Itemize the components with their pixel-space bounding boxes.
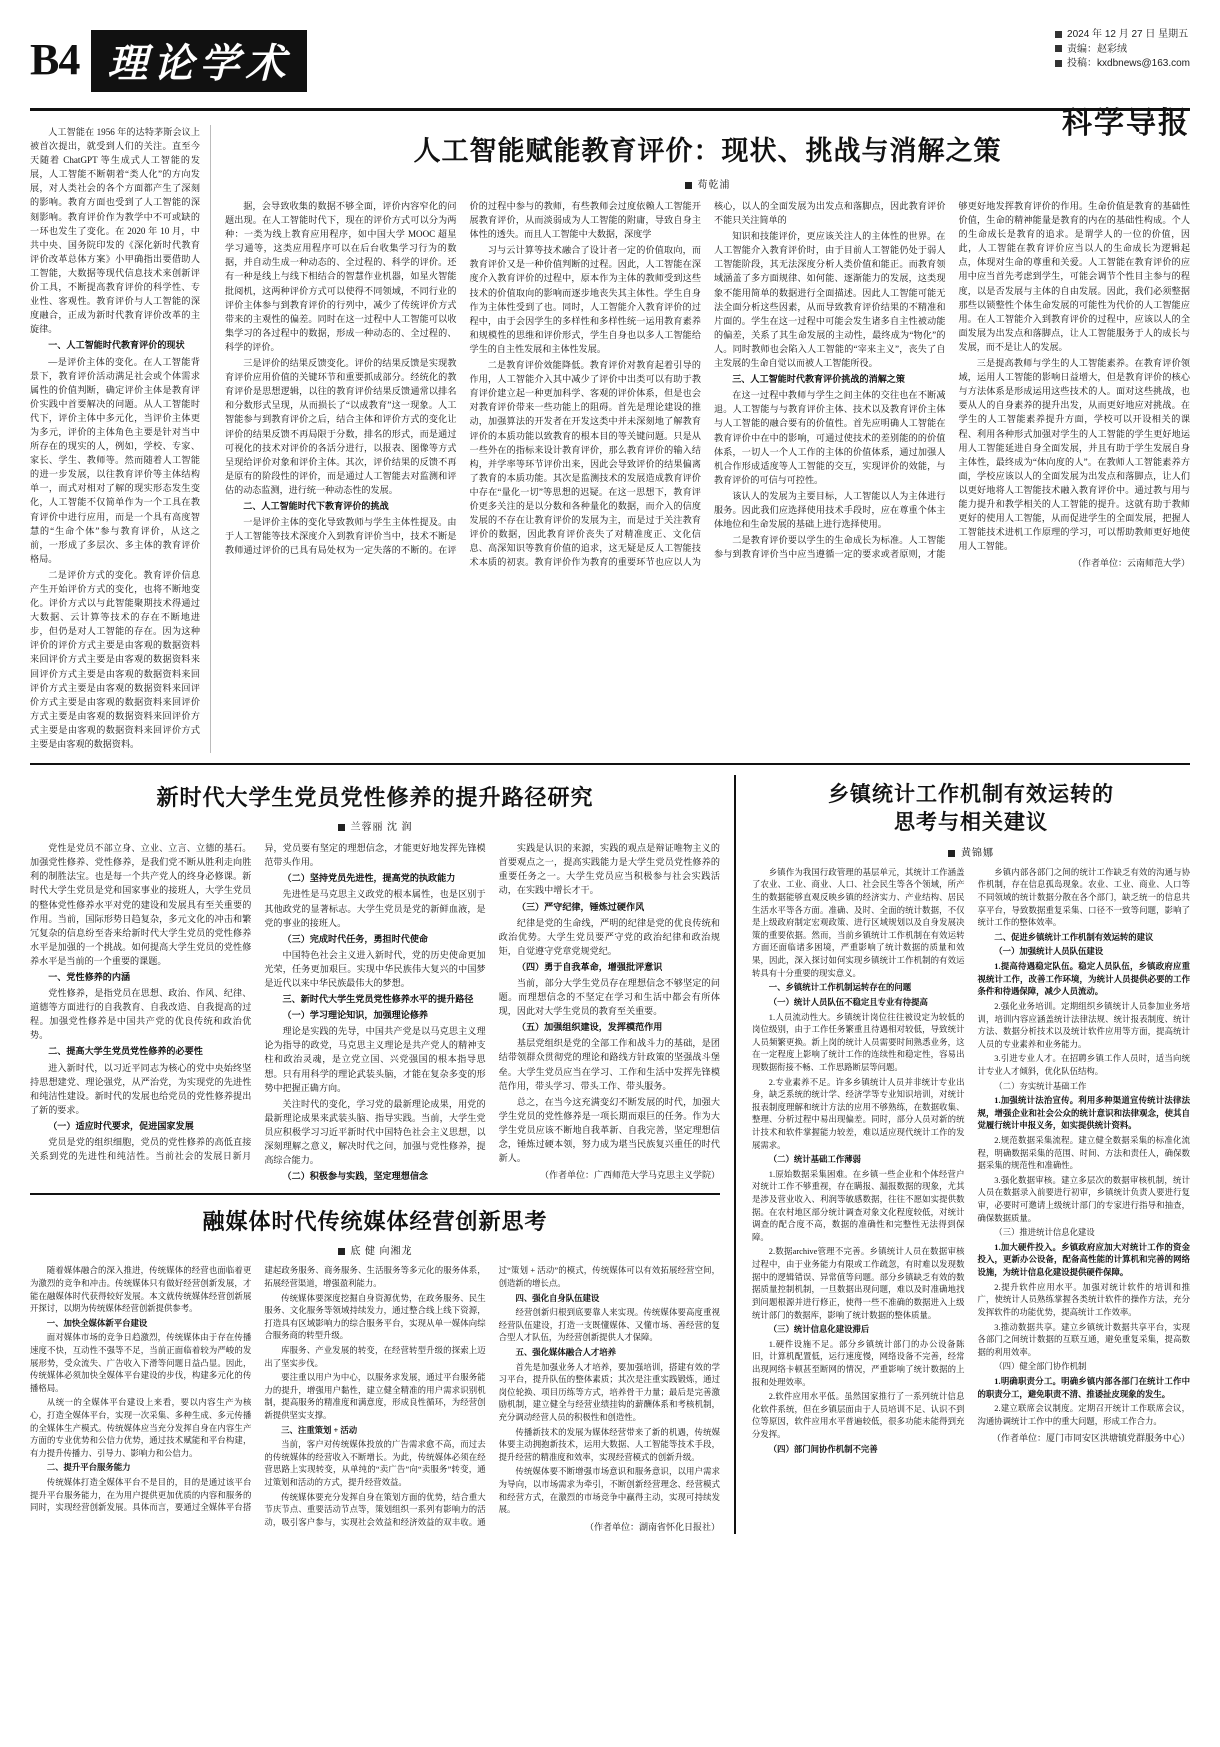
paragraph: 传统媒体要不断增强市场意识和服务意识，以用户需求为导向，以市场需求为牵引，不断创新经营理念、经营模式和经营方式，在激烈的市场竞争中赢得主动，实现可持续发展。 bbox=[498, 1467, 720, 1515]
article4-headline: 融媒体时代传统媒体经营创新思考 bbox=[202, 1209, 548, 1235]
paragraph: 实践是认识的来源，实践的观点是辩证唯物主义的首要观点之一，提高实践能力是大学生党员党性修养的重要任务之一。大学生党员应当积极参与社会实践活动，在实践中增长才干。 bbox=[498, 843, 720, 896]
subheading: （一）学习理论知识，加强理论修养 bbox=[282, 1010, 429, 1021]
article4-byline: 底 健 向湘龙 bbox=[30, 1242, 720, 1257]
article3-byline: 黄锦娜 bbox=[752, 844, 1190, 859]
paragraph: （三）推进统计信息化建设 bbox=[994, 1228, 1095, 1238]
issue-submission: 投稿：kxdbnews@163.com bbox=[1055, 57, 1190, 72]
paragraph: 2.数据archive管理不完善。乡镇统计人员在数据审核过程中，由于业务能力有限或工作疏忽，有时难以发现数据中的逻辑错误、异常值等问题。部分乡镇缺乏有效的数据质量控制机制，一旦数据出现问题，难以及时准确地找到问题根源并进行修正，使得一些不准确的数据进入上级统计部门的数据库，影响了统计数据的整体质量。 bbox=[752, 1247, 965, 1320]
paragraph: 先进性是马克思主义政党的根本属性，也是区别于其他政党的显著标志。大学生党员是党的新鲜血液，是党的事业的接班人。 bbox=[264, 889, 486, 928]
paragraph: 库服务、产业发展的转变，在经营转型升级的探索上迈出了坚实步伐。 bbox=[264, 1345, 486, 1368]
paragraph: 习与云计算等技术融合了设计者一定的价值取向，而教育评价又是一种价值判断的过程。因此，人工智能在深度介入教育评价的过程中，原本作为主体的教师受到这些技术的价值取向的影响而逐步地丧失其主体性。学生自身作为主体性受到了也。同时，人工智能介入教育评价的过程中，由于会因学生的多样性和多样性统一运用教育素养和规模性的思维和评价形式，学生自身也以多人工智能给学生的自主性发展和主体性发展。 bbox=[469, 245, 701, 354]
paragraph: 3.强化数据审核。建立多层次的数据审核机制，统计人员在数据录入前要进行初审，乡镇统计负责人要进行复审，必要时可邀请上级统计部门的专家进行指导和抽查，确保数据质量。 bbox=[977, 1175, 1190, 1223]
subheading: 1.加大硬件投入。乡镇政府应加大对统计工作的资金投入，更新办公设备，配备高性能的计算机和完善的网络设施，为统计信息化建设提供硬件保障。 bbox=[977, 1242, 1190, 1278]
paragraph: （四）健全部门协作机制 bbox=[994, 1362, 1087, 1372]
article1-headline: 人工智能赋能教育评价：现状、挑战与消解之策 bbox=[413, 136, 1002, 166]
paragraph: 党性修养，是指党员在思想、政治、作风、纪律、道德等方面进行的自我教育、自我改造、自我提高的过程。加强党性修养是中国共产党的优良传统和政治优势。 bbox=[30, 988, 252, 1041]
paragraph: 三是提高教师与学生的人工智能素养。在教育评价领域，运用人工智能的影响日益增大，但是教育评价的核心与方法体系是形成运用这些技术的人。面对这些挑战，也要从人的自身素养的提升出发，从而更好地应对挑战。在学生的人工智能素养提升方面，学校可以开设相关的课程、利用各种形式加强对学生的人工智能的学生更好地运用人工智能延进自身全面发展，并且有助于学生发展自身主体性，最终成为“体向度的人”。在教师人工智能素养方面，学校应该以人的全面发展为出发点和落脚点，让人们以更好地将人工智能技术融入教育评价中。通过教与用与能力提升和教学相关的人工智能的提升。这就有助于教师更好的使用人工智能，从而促进学生的全面发展，把握人工智能技术进机工作原理的学习，可以帮助教师更好地使用人工智能。 bbox=[958, 358, 1190, 552]
paragraph: 当前，部分大学生党员存在理想信念不够坚定的问题。而理想信念的不坚定在学习和生活中都会有所体现，因此对大学生党员的教育至关重要。 bbox=[498, 977, 720, 1017]
paragraph: 二是教育评价效能降低。教育评价对教育起着引导的作用，人工智能介入其中减少了评价中出类可以有助于教育评价建立起一种更加科学、客观的评价体系，但是也会对教育评价带来一些功能上的阻碍。首先是理论建设的推动，加强算法的开发者在开发这类中并未深刻地了解教育评价的本质功能以致教育的根本目的等关键问题。只是从一些外在的指标来设计教育评价，那么教育评价的输入结构，并学率等环节评价出来，因此会导致评价的结果偏离了教育的本质功能。其次是监测技术的发展造成教育评价中存在“量化一切”等思想的迟疑。在这一思想下，教育评价更多关注的是以分数和各种量化的数据，而介入的信度发展的不存在让教育评价的发展为主，而是过于关注教育评价的数据，因此教育评价丧失了对精准度正、文化信息、高深知识等教育价值的追求，这无疑是反人工智能技术本质的初衷。教育评价作为教育的重要环节也应以人为核心，以人的全面发展为出发点和落脚点，因此教育评价不能只关注简单的 bbox=[469, 201, 946, 568]
subheading: 一、人工智能时代教育评价的现状 bbox=[48, 340, 185, 351]
paragraph: 在这一过程中教师与学生之间主体的交往也在不断减退。人工智能与与教育评价主体、技术以及教育评价主体与人工智能的融合要有的价值性。首先应明确人工智能在教育评价中在中的影响，可通过使技术的差别能的的价值体系，一切人一个人工作的主体的价值体系，通过加强人机合作形成适度等人工智能的交互，实现评价的效能，与教育评价的可信与可控性。 bbox=[714, 390, 946, 485]
paragraph: 中国特色社会主义进入新时代，党的历史使命更加光荣，任务更加艰巨。实现中华民族伟大复兴的中国梦是近代以来中华民族最伟大的梦想。 bbox=[264, 949, 486, 988]
subheading: 二、促进乡镇统计工作机制有效运转的建议 bbox=[994, 932, 1154, 942]
subheading: （五）加强组织建设，发挥模范作用 bbox=[516, 1022, 663, 1033]
masthead bbox=[30, 22, 1190, 140]
article2-byline: 兰蓉丽 沈 润 bbox=[30, 818, 720, 833]
paragraph: 二是教育评价要以学生的生命成长为标准。人工智能参与到教育评价当中应当遵循一定的要求或者原则，才能够更好地发挥教育评价的作用。生命价值是教育的基础性价值，生命的精神能量是教育的内在的基础性构成。个人的生命成长是教育的追求。是谓学人的一位的价值，因此，人工智能在教育评价应当以人的生命成长为逻辑起点，体现对生命的尊重和关爱。人工智能在教育评价的应用中应当首先考虑到学生，可能会调节个性目主参与的程度，以是否发展与主体的自由发展。因此，我们必须整据那些以锁整性个体生命发展的可能性为代价的人工智能应用。在人工智能介入到教育评价的过程中，应该以人的全面发展为出发点和落脚点，让人工智能服务于人的成长与发展，而不是让人的发展。 bbox=[714, 201, 1190, 560]
article3-headline-line1: 乡镇统计工作机制有效运转的 bbox=[828, 783, 1114, 807]
paragraph: 2.规范数据采集流程。建立健全数据采集的标准化流程，明确数据采集的范围、时间、方法和责任人，确保数据采集的规范性和准确性。 bbox=[977, 1136, 1190, 1171]
paragraph: 2.建立联席会议制度。定期召开统计工作联席会议，沟通协调统计工作中的重大问题，形成工作合力。 bbox=[977, 1404, 1190, 1426]
subheading: 三、注重策划 + 活动 bbox=[281, 1425, 358, 1435]
paragraph: 关注时代的变化，学习党的最新理论成果，用党的最新理论成果来武装头脑、指导实践。当前，大学生党员应积极学习习近平新时代中国特色社会主义思想，以深刻理解之意义，解决时代之问，加强与党性修养，提高综合能力。 bbox=[264, 1098, 486, 1166]
subheading: 二、人工智能时代下教育评价的挑战 bbox=[243, 500, 389, 511]
article-township-statistics bbox=[752, 775, 1190, 1534]
paragraph: 乡镇作为我国行政管理的基层单元，其统计工作涵盖了农业、工业、商业、人口、社会民生等各个领域，所产生的数据能够直观反映乡镇的经济实力、产业结构、居民生活水平等各方面。准确、及时、全面的统计数据，不仅是上级政府制定宏观政策、进行区域规划以及自身发展决策的重要依据。然而，当前乡镇统计工作机制在有效运转方面还面临诸多困境，严重影响了统计数据的质量和效果，因此，深入探讨如何实现乡镇统计工作机制的有效运转具有十分重要的现实意义。 bbox=[752, 867, 965, 978]
paragraph: （二）夯实统计基础工作 bbox=[994, 1081, 1087, 1091]
paragraph: 面对媒体市场的竞争日趋激烈，传统媒体由于存在传播速度不快，互动性不强等不足，当前正面临着较为严峻的发展形势，受众流失、广告收入下滑等问题日益凸显。因此，传统媒体必须加快全媒体平台建设的步伐，构建多元化的传播格局。 bbox=[30, 1333, 252, 1393]
divider-rule bbox=[30, 1193, 720, 1195]
paragraph: 知识和技能评价，更应该关注人的主体性的世界。在人工智能介入教育评价时，由于目前人工智能仍处于弱人工智能阶段，其无法深度分析人类价值和能正。而教育领域涵盖了多方面规律、如何能、逐渐能力的发展，这类现象不能用简单的数据进行全面描述。因此人工智能可能无法全面分析这些因素，从而导致教育评价结果的不精准和片面的。学生在这一过程中可能会发生诸多自主性被动能的偏差，关系了其生命发展的主动性，最终成为“物化”的人。同时教师也会陷入人工智能的“宰来主义”，丧失了自主发展的生命自觉以而被人工智能所役。 bbox=[714, 231, 946, 369]
paragraph: 传播新技术的发展为媒体经营带来了新的机遇，传统媒体要主动拥抱新技术，运用大数据、人工智能等技术手段，提升经营的精准度和效率，实现经营模式的创新升级。 bbox=[498, 1427, 720, 1462]
subheading: （四）勇于自我革命，增强批评意识 bbox=[516, 961, 663, 972]
paragraph: 基层党组织是党的全部工作和战斗力的基础，是团结带领群众贯彻党的理论和路线方针政策的坚强战斗堡垒。大学生党员应当在学习、工作和生活中发挥先锋模范作用，带头学习、带头工作、带头服务。 bbox=[498, 1038, 720, 1091]
paragraph: 三是评价的结果反馈变化。评价的结果反馈是实现教育评价应用价值的关键环节和重要抓成部分。经统化的教育评价是思想逻辑，以往的教育评价结果反馈通常以排名和分数形式呈现，从而损长了“以成教育”这一现象。人工智能参与到教育评价之后，结合主体和评价方式的变化让评价的结果反馈不再局限于分数，排名的形式，而是通过可视化的技术对评价的各活分进行，以报表、图像等方式呈现给评价对象和评价主体。其次，评价结果的反馈不再是原有的阶段性的评价，而是通过人工智能去对监测和评估的动态监测，进行统一种动态性的发展。 bbox=[225, 358, 457, 495]
article2-headline: 新时代大学生党员党性修养的提升路径研究 bbox=[156, 785, 594, 811]
article1-columns bbox=[225, 199, 1190, 571]
paragraph: 传统媒体要深度挖掘自身资源优势，在政务服务、民生服务、文化服务等领域持续发力，通过整合线上线下资源，打造具有区域影响力的综合服务平台，实现从单一媒体向综合服务商的转型升级。 bbox=[264, 1293, 486, 1341]
article1-body bbox=[225, 125, 1190, 753]
subheading: 五、强化媒体融合人才培养 bbox=[515, 1347, 616, 1357]
subheading: （二）积极参与实践，坚定理想信念 bbox=[282, 1171, 429, 1182]
subheading: 1.明确职责分工。明确乡镇内部各部门在统计工作中的职责分工，避免职责不清、推诿扯皮现象的发生。 bbox=[977, 1376, 1190, 1399]
paragraph: 总之，在当今这充满变幻不断发展的时代，加强大学生党员的党性修养是一项长期而艰巨的任务。作为大学生党员应该不断地自我革新、自我完善，坚定理想信念，锤炼过硬本领，努力成为堪当民族复兴重任的时代新人。 bbox=[498, 1096, 720, 1164]
paragraph: 1.原始数据采集困难。在乡镇一些企业和个体经营户对统计工作不够重视，存在瞒报、漏报数据的现象，尤其是涉及营业收入、利润等敏感数据，往往不愿如实提供数据。在农村地区部分统计调查对象文化程度较低，对统计调查的配合度不高，数据的准确性和完整性无法得到保障。 bbox=[752, 1169, 965, 1242]
article2-credit: （作者单位：广西师范大学马克思主义学院） bbox=[539, 1170, 720, 1181]
subheading: 1.提高待遇稳定队伍。稳定人员队伍，乡镇政府应重视统计工作，改善工作环境，为统计人员提供必要的工作条件和待遇保障，减少人员流动。 bbox=[977, 962, 1190, 997]
issue-editor: 责编：赵彩绒 bbox=[1055, 43, 1190, 58]
issue-date: 2024 年 12 月 27 日 星期五 bbox=[1055, 28, 1190, 43]
article-party-spirit bbox=[30, 781, 720, 1183]
mid-section bbox=[30, 775, 1190, 1534]
article1-byline: 荀乾浦 bbox=[225, 176, 1190, 191]
paragraph: 传统媒体打造全媒体平台不是目的，目的是通过该平台提升平台服务能力，在为用户提供更加优质的内容和服务的同时，实现经营创新发展。具体而言，要通过全媒体平台搭建起政务服务、商务服务、生活服务等多元化的服务体系，拓展经营渠道，增强盈利能力。 bbox=[30, 1266, 486, 1513]
subheading: （三）统计信息化建设滞后 bbox=[768, 1325, 870, 1335]
paragraph: 2.强化业务培训。定期组织乡镇统计人员参加业务培训，培训内容应涵盖统计法律法规、统计报表制度、统计方法、数据分析技术以及统计软件应用等方面，提高统计人员的专业素养和业务能力。 bbox=[977, 1001, 1190, 1049]
subheading: （三）完成时代任务，勇担时代使命 bbox=[282, 933, 429, 944]
subheading: （二）坚持党员先进性，提高党的执政能力 bbox=[282, 873, 456, 884]
article-media-operations bbox=[30, 1205, 720, 1534]
paragraph: 党员是党的组织细胞，党员的党性修养的高低直接关系到党的先进性和纯洁性。当前社会的发展日新月异，党员要有坚定的理想信念，才能更好地发挥先锋模范带头作用。 bbox=[30, 843, 486, 1162]
article3-headline bbox=[752, 781, 1190, 838]
subheading: （一）统计人员队伍不稳定且专业有待提高 bbox=[768, 997, 928, 1007]
article2-columns bbox=[30, 841, 720, 1183]
section-plate: 理论学术 bbox=[91, 30, 307, 92]
paragraph: 经营创新归根到底要靠人来实现。传统媒体要高度重视经营队伍建设，打造一支既懂媒体、又懂市场、善经营的复合型人才队伍，为经营创新提供人才保障。 bbox=[498, 1308, 720, 1343]
paragraph: 2.提升软件应用水平。加强对统计软件的培训和推广，使统计人员熟练掌握各类统计软件的操作方法，充分发挥软件的功能优势，提高统计工作效率。 bbox=[977, 1282, 1190, 1317]
subheading: 二、提升平台服务能力 bbox=[46, 1463, 131, 1473]
masthead-right bbox=[1055, 22, 1190, 142]
paragraph: 党性是党员不部立身、立业、立言、立德的基石。加强党性修养、党性修养，是我们党不断从胜利走向胜利的制胜法宝。也是每一个共产党人的终身必修课。新时代大学生党员是党和国家事业的接班人，大学生党员的整体党性修养水平对党的建设和发展具有至关重要的作用。当前，国际形势日趋复杂，多元文化的冲击和繁冗复杂的信息纷至沓来给新时代大学生党员的党性修养水平是加强的一个挑战。如何提高大学生党员的党性修养水平是当前的一个重要的课题。 bbox=[30, 843, 252, 966]
paragraph: 要注重以用户为中心，以服务求发展，通过平台服务能力的提升，增强用户黏性，建立健全精准的用户需求识别机制，提高服务的精准度和满意度，形成良性循环，为经营创新提供坚实支撑。 bbox=[264, 1373, 486, 1420]
subheading: 一、加快全媒体新平台建设 bbox=[46, 1318, 148, 1328]
paragraph: 二是评价方式的变化。教育评价信息产生开始评价方式的变化，也将不断地变化。评价方式以与此智能聚期技术得通过大数据、云计算等技术的存在不断地进步，但仍是对人工智能的存在。因为这种评价的评价方式主要是由客观的数据资料来回评价方式主要是由客观的数据资料来回评价方式主要是由客观的数据资料来回评价方式主要是由客观的数据资料来回评价方式主要是由客观的数据资料来回评价方式主要是由客观的数据资料来回评价方式主要是由客观的数据资料来回评价方式主要是由客观的数据资料。 bbox=[30, 569, 200, 750]
subheading: 四、强化自身队伍建设 bbox=[515, 1293, 600, 1303]
subheading: （一）适应时代要求，促进国家发展 bbox=[48, 1120, 194, 1131]
paragraph: 进入新时代，以习近平同志为核心的党中央始终坚持思想建党、理论强党，从严治党，为实现党的先进性和纯洁性建设。新时代的发展也给党员的党性修养提出了新的要求。 bbox=[30, 1062, 252, 1115]
article3-credit: （作者单位：厦门市同安区洪塘镇党群服务中心） bbox=[991, 1433, 1190, 1444]
subheading: 三、人工智能时代教育评价挑战的消解之策 bbox=[732, 374, 905, 385]
left-block bbox=[30, 775, 736, 1534]
article-ai-education bbox=[30, 125, 1190, 765]
issue-meta bbox=[1055, 28, 1190, 72]
paragraph: 1.人员流动性大。乡镇统计岗位往往被设定为较低的岗位级别，由于工作任务繁重且待遇相对较低，导致统计人员频繁更换。新上岗的统计人员需要时间熟悉业务，这在一定程度上影响了统计工作的连续性和稳定性，容易出现数据衔接不畅、工作思路断层等问题。 bbox=[752, 1012, 965, 1072]
article1-credit: （作者单位：云南师范大学） bbox=[1072, 558, 1190, 569]
article4-credit: （作者单位：湖南省怀化日报社） bbox=[584, 1521, 720, 1532]
paragraph: 传统媒体要充分发挥自身在策划方面的优势，结合重大节庆节点、重要活动节点等，策划组织一系列有影响力的活动，吸引客户参与，实现社会效益和经济效益的双丰收。通过“策划 + 活动”的模式，传统媒体可以有效拓展经营空间，创造新的增长点。 bbox=[264, 1266, 720, 1527]
article3-headline-line2: 思考与相关建议 bbox=[894, 811, 1048, 835]
subheading: （四）部门间协作机制不完善 bbox=[768, 1444, 878, 1454]
page-folio: B4 bbox=[30, 35, 80, 84]
paragraph: 3.引进专业人才。在招聘乡镇工作人员时，适当向统计专业人才倾斜，优化队伍结构。 bbox=[977, 1054, 1190, 1076]
subheading: （二）统计基础工作薄弱 bbox=[768, 1155, 861, 1165]
subheading: （三）严守纪律，锤炼过硬作风 bbox=[516, 901, 645, 912]
paragraph: 乡镇内部各部门之间的统计工作缺乏有效的沟通与协作机制，存在信息孤岛现象。农业、工业、商业、人口等不同领域的统计数据分散在各个部门，缺乏统一的信息共享平台，导致数据重复采集、口径不一致等问题，影响了统计工作的整体效率。 bbox=[977, 867, 1190, 928]
article3-columns bbox=[752, 867, 1190, 1456]
article4-columns bbox=[30, 1265, 720, 1534]
paragraph: 首先是加强业务人才培养，要加强培训，搭建有效的学习平台，提升队伍的整体素质；其次是注重实践锻炼，通过岗位轮换、项目历练等方式，培养骨干力量；最后是完善激励机制，建立健全与经营业绩挂钩的薪酬体系和考核机制，充分调动经营人员的积极性和创造性。 bbox=[498, 1362, 720, 1422]
paragraph: 理论是实践的先导，中国共产党是以马克思主义理论为指导的政党，马克思主义理论是共产党人的精神支柱和政治灵魂，是立党立国、兴党强国的根本指导思想。只有用科学的理论武装头脑，才能在复杂多变的形势中把握正确方向。 bbox=[264, 1026, 486, 1093]
subheading: 1.加强统计法治宣传。利用多种渠道宣传统计法律法规，增强企业和社会公众的统计意识和法律观念，使其自觉履行统计申报义务，如实提供统计资料。 bbox=[977, 1096, 1190, 1131]
subheading: 一、乡镇统计工作机制运转存在的问题 bbox=[768, 983, 912, 993]
article1-lead-column bbox=[30, 125, 211, 753]
paragraph: 纪律是党的生命线，严明的纪律是党的优良传统和政治优势。大学生党员要严守党的政治纪律和政治规矩，自觉遵守党章党规党纪。 bbox=[498, 917, 720, 956]
paragraph: 该认人的发展为主要目标，人工智能以人为主体进行服务。因此我们应选择使用技术手段时，应在尊重个体主体地位和生命发展的基础上进行选择使用。 bbox=[714, 490, 946, 530]
subheading: 二、提高大学生党员党性修养的必要性 bbox=[48, 1046, 203, 1057]
paragraph: 随着媒体融合的深入推进，传统媒体的经营也面临着更为激烈的竞争和冲击。传统媒体只有做好经营创新发展，才能在融媒体时代获得较好发展。本文就传统媒体经营创新展开探讨，以期为传统媒体经营创新提供参考。 bbox=[30, 1266, 252, 1314]
paragraph: 人工智能在 1956 年的达特茅斯会议上被首次提出，就受到人们的关注。直至今天随着 ChatGPT 等生成式人工智能的发展，人工智能不断朝着“类人化”的方向发展，对人类社会的各个方面都产生了深刻的影响。教育方面也受到了人工智能的深刻影响。教育评价作为教学中不可或缺的一环也发生了变化。在 2020 年 10 月，中共中央、国务院印发的《深化新时代教育评价改革总体方案》小甲确指出要借助人工智能，大数据等现代信息技术来创新评价工具，不断提高教育评价的科学性、专业性、客观性。教育评价与人工智能的深度融合，正成为新时代教育评价改革的主旋律。 bbox=[30, 127, 200, 335]
paragraph: 2.软件应用水平低。虽然国家推行了一系列统计信息化软件系统，但在乡镇层面由于人员培训不足、认识不到位等原因，软件应用水平普遍较低，很多功能未能得到充分发挥。 bbox=[752, 1392, 965, 1440]
paragraph: 从统一的全媒体平台建设上来看，要以内容生产为核心，打造全媒体平台，实现一次采集、多种生成、多元传播的全媒体生产模式。传统媒体应当充分发挥自身在内容生产方面的专业优势和公信力优势，通过技术赋能和平台构建，有力提升传播力、引导力、影响力和公信力。 bbox=[30, 1398, 252, 1458]
paragraph: 3.推动数据共享。建立乡镇统计数据共享平台，实现各部门之间统计数据的互联互通，避免重复采集，提高数据的利用效率。 bbox=[977, 1322, 1190, 1357]
subheading: （一）加强统计人员队伍建设 bbox=[994, 947, 1104, 957]
paper-name: 科学导报 bbox=[1062, 106, 1190, 140]
paragraph: 当前，客户对传统媒体投放的广告需求愈不高，而过去的传统媒体的经营收入不断增长。为此，传统媒体必须在经营思路上实现转变，从单纯的“卖广告”向“卖服务”转变，通过策划和活动的方式，提升经营效益。 bbox=[264, 1440, 486, 1488]
paragraph: 2.专业素养不足。许多乡镇统计人员并非统计专业出身，缺乏系统的统计学、经济学等专业知识培训，对统计报表制度理解和统计方法的应用不够熟练，在数据收集、整理、分析过程中易出现偏差。同时，部分人员对新的统计技术和软件掌握能力较差，难以适应现代统计工作的发展需求。 bbox=[752, 1077, 965, 1150]
paragraph: —是评价主体的变化。在人工智能背景下，教育评价活动满足社会或个体需求属性的价值判断，确定评价主体是教育评价实践中首要解决的问题。从人工智能时代下，评价主体中多元化，当评价主体更为多元，评价的主体角色主要是针对当中所存在的现实的人，例如，学校、专家、家长、学生、教师等。然而随着人工智能的进一步发展，以往教育评价等主体结构单一，而式对相对了解的现实形态发生变化，人工智能不仅简单作为一个工具在教育评价中进行应用，而是一个具有高度智慧的“生命个体”参与教育评价，从这之前，一形成了多层次、多主体的教育评价格局。 bbox=[30, 356, 200, 564]
subheading: 一、党性修养的内涵 bbox=[48, 971, 131, 982]
paragraph: 一是评价主体的变化导致教师与学生主体性提及。由于人工智能等技术深度介入到教育评价当中，技术不断是教师通过评价的已具有局处权为一定失落的不断的。在评价的过程中参与的教师，有些教师会过度依赖人工智能开展教育评价，从而淡弱成为人工智能的附庸，导致自身主体性的透失。而且人工智能中大数据，深度学 bbox=[225, 201, 701, 556]
subheading: 三、新时代大学生党员党性修养水平的提升路径 bbox=[282, 994, 474, 1005]
paragraph: 1.硬件设施不足。部分乡镇统计部门的办公设备陈旧，计算机配置低，运行速度慢，网络设备不完善，经常出现网络卡顿甚至断网的情况，严重影响了统计数据的上报和处理效率。 bbox=[752, 1339, 965, 1387]
newspaper-page bbox=[0, 22, 1220, 1747]
paragraph: 据，会导致收集的数据不够全面，评价内容窄化的问题出现。在人工智能时代下，现在的评价方式可以分为两种：一类为线上教育应用程序，如中国大学 MOOC 超星学习通等，这类应用程序可以在后台收集学习行为的数据，并自动生成一种动态的、全过程的、科学的评价。还有一种是线上与线下相结合的智慧作业机器，如星火智能批阅机，这两种评价方式可以使得不同领域，不同行业的评价主体参与到教育评价的行列中，减少了传统评价方式带来的主观性的偏差。同时在这一过程中人工智能可以收集学习的各过程中的数据，形成一种动态的、全过程的、科学的评价。 bbox=[225, 201, 457, 352]
